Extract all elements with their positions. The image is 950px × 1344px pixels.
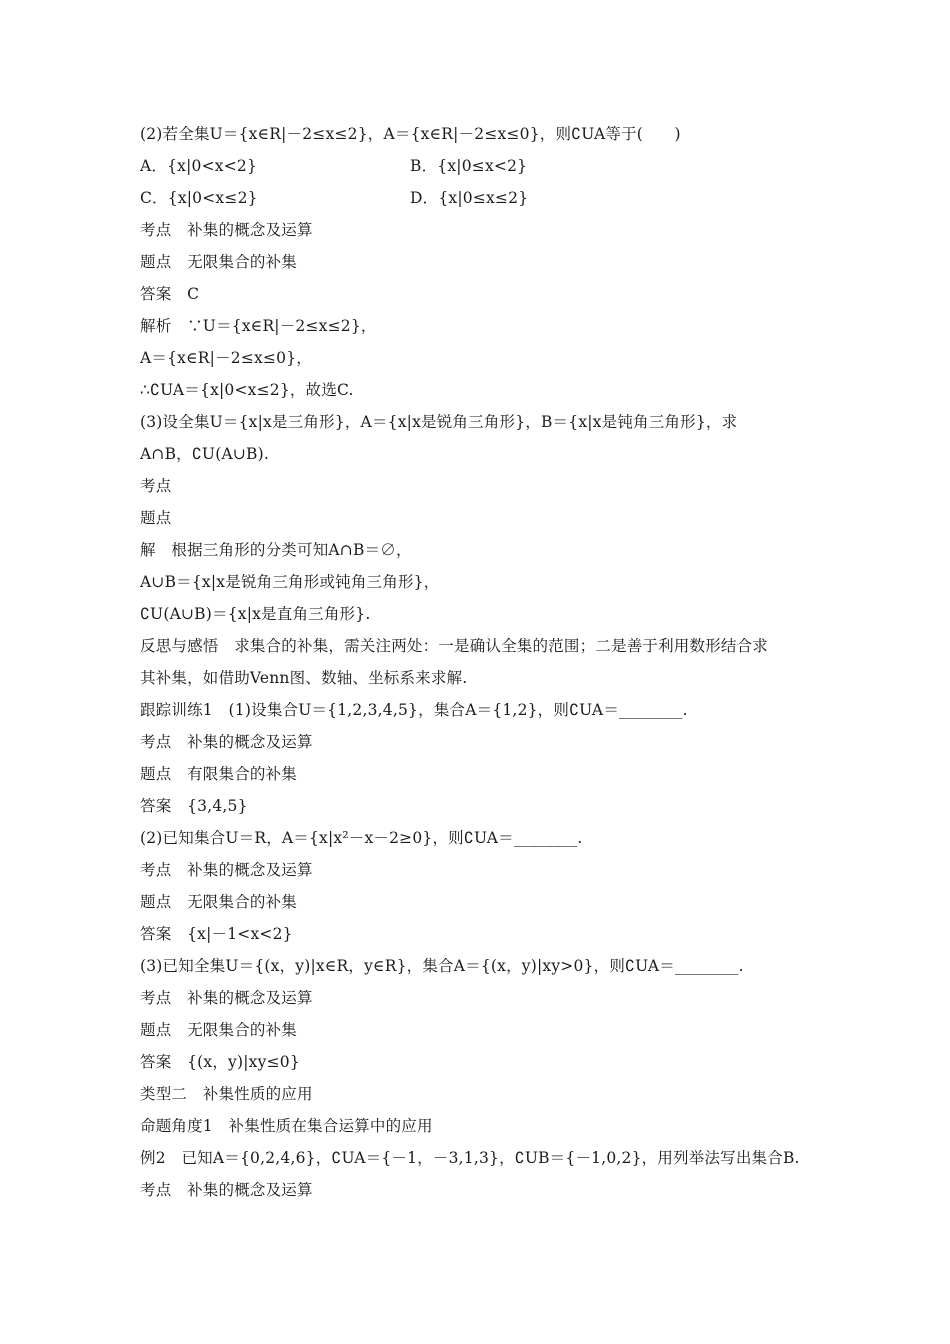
answer-line: 答案 C <box>140 285 200 303</box>
choice-c: C．{x|0<x≤2} <box>140 189 258 207</box>
choice-b: B．{x|0≤x<2} <box>410 157 528 175</box>
tidian-line: 题点 有限集合的补集 <box>140 765 298 783</box>
document-page <box>140 118 830 1206</box>
answer-line: 答案 {x|－1<x<2} <box>140 925 293 943</box>
solution-line: 解 根据三角形的分类可知A∩B＝∅， <box>140 541 412 559</box>
practice-2-stem: (2)已知集合U＝R，A＝{x|x²－x－2≥0}，则∁UA＝________. <box>140 829 583 847</box>
question-2-stem: (2)若全集U＝{x∈R|－2≤x≤2}，A＝{x∈R|－2≤x≤0}，则∁UA等于( ) <box>140 125 681 143</box>
tidian-line: 题点 <box>140 509 172 527</box>
solution-line: ∁U(A∪B)＝{x|x是直角三角形}. <box>140 605 371 623</box>
reflection-line: 其补集，如借助Venn图、数轴、坐标系来求解. <box>140 669 468 687</box>
choice-d: D．{x|0≤x≤2} <box>410 189 529 207</box>
kaodian-line: 考点 补集的概念及运算 <box>140 221 313 239</box>
choices-row-ab <box>140 150 830 182</box>
kaodian-line: 考点 补集的概念及运算 <box>140 733 313 751</box>
choices-row-cd <box>140 182 830 214</box>
practice-3-stem: (3)已知全集U＝{(x，y)|x∈R，y∈R}，集合A＝{(x，y)|xy>0}，则∁UA＝________. <box>140 957 744 975</box>
kaodian-line: 考点 补集的概念及运算 <box>140 1181 313 1199</box>
kaodian-line: 考点 补集的概念及运算 <box>140 861 313 879</box>
answer-line: 答案 {3,4,5} <box>140 797 248 815</box>
tidian-line: 题点 无限集合的补集 <box>140 253 298 271</box>
kaodian-line: 考点 补集的概念及运算 <box>140 989 313 1007</box>
tidian-line: 题点 无限集合的补集 <box>140 893 298 911</box>
choice-a: A．{x|0<x<2} <box>140 157 258 175</box>
analysis-line: 解析 ∵U＝{x∈R|－2≤x≤2}， <box>140 317 377 335</box>
analysis-line: A＝{x∈R|－2≤x≤0}， <box>140 349 312 367</box>
analysis-line: ∴∁UA＝{x|0<x≤2}，故选C. <box>140 381 354 399</box>
practice-1-stem: 跟踪训练1 (1)设集合U＝{1,2,3,4,5}，集合A＝{1,2}，则∁UA＝________. <box>140 701 688 719</box>
question-3-stem-cont: A∩B，∁U(A∪B). <box>140 445 269 463</box>
answer-line: 答案 {(x，y)|xy≤0} <box>140 1053 300 1071</box>
kaodian-line: 考点 <box>140 477 172 495</box>
reflection-line: 反思与感悟 求集合的补集，需关注两处：一是确认全集的范围；二是善于利用数形结合求 <box>140 637 769 655</box>
section-heading: 类型二 补集性质的应用 <box>140 1085 313 1103</box>
solution-line: A∪B＝{x|x是锐角三角形或钝角三角形}， <box>140 573 440 591</box>
subsection-heading: 命题角度1 补集性质在集合运算中的应用 <box>140 1117 433 1135</box>
tidian-line: 题点 无限集合的补集 <box>140 1021 298 1039</box>
example-2-stem: 例2 已知A＝{0,2,4,6}，∁UA＝{－1，－3,1,3}，∁UB＝{－1,0,2}，用列举法写出集合B. <box>140 1149 800 1167</box>
question-3-stem: (3)设全集U＝{x|x是三角形}，A＝{x|x是锐角三角形}，B＝{x|x是钝角三角形}，求 <box>140 413 738 431</box>
